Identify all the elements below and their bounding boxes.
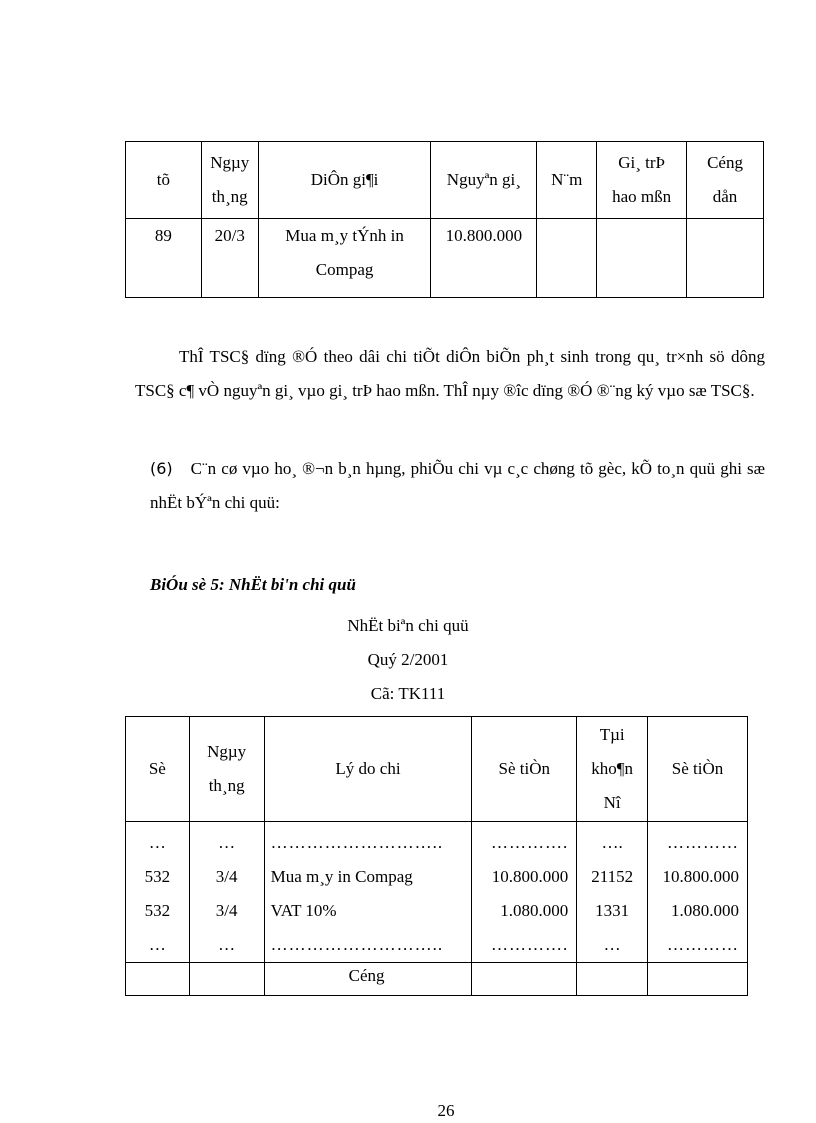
- total-label: Céng: [264, 963, 472, 996]
- cell: …: [218, 935, 236, 954]
- cell: …: [148, 935, 166, 954]
- header-cell: DiÔn gi¶i: [258, 142, 431, 219]
- table-header-row: [126, 142, 764, 219]
- header-cell: Gi¸ trÞ hao mßn: [597, 142, 687, 219]
- header-cell: Lý do chi: [264, 717, 472, 822]
- cell: 532: [144, 867, 171, 886]
- cell: ….: [601, 833, 623, 852]
- cell-column-amount-2: [648, 822, 748, 963]
- cell: [597, 219, 687, 298]
- cell: 532: [144, 901, 171, 920]
- cell: …………: [667, 833, 739, 852]
- cell: 1331: [595, 901, 630, 920]
- header-cell: tõ: [126, 142, 202, 219]
- paragraph-step-6: [150, 452, 765, 520]
- header-cell: Sè tiÒn: [648, 717, 748, 822]
- cell: [126, 963, 190, 996]
- cell-column-date: [189, 822, 264, 963]
- cell: 1.080.000: [500, 901, 569, 920]
- cell-column-reason: [264, 822, 472, 963]
- journal-title: NhËt biªn chi quü: [347, 616, 469, 635]
- header-cell: Ngµy th¸ng: [201, 142, 258, 219]
- journal-period: Quý 2/2001: [367, 650, 449, 669]
- header-cell: Tµi kho¶n Nî: [577, 717, 648, 822]
- cell: …: [148, 833, 166, 852]
- table-header-row: [126, 717, 748, 822]
- header-cell: N¨m: [537, 142, 597, 219]
- cell: 21152: [591, 867, 634, 886]
- cell-column-number: [126, 822, 190, 963]
- table-body: [126, 822, 748, 963]
- journal-account: Cã: TK111: [370, 684, 446, 703]
- cell: …: [218, 833, 236, 852]
- cell: [687, 219, 764, 298]
- header-cell: Ngµy th¸ng: [189, 717, 264, 822]
- table-row: [126, 219, 764, 298]
- step-number: (6): [150, 459, 173, 478]
- cell: ………….: [490, 935, 569, 954]
- header-cell: Sè: [126, 717, 190, 822]
- cell: [648, 963, 748, 996]
- paragraph-text: C¨n cø vµo ho¸ ®¬n b¸n hµng, phiÕu chi vµ c¸c chøng tõ gèc, kÕ to¸n quü ghi sæ nhËt bÝªn chi quü:: [150, 459, 765, 512]
- cell-column-amount: [472, 822, 577, 963]
- header-cell: Sè tiÒn: [472, 717, 577, 822]
- cell-column-account: [577, 822, 648, 963]
- cell: 20/3: [201, 219, 258, 298]
- cell: ………………………..: [270, 833, 444, 852]
- cell: …………: [667, 935, 739, 954]
- cell: 1.080.000: [671, 901, 739, 920]
- table-total-row: [126, 963, 748, 996]
- cell: [577, 963, 648, 996]
- cell: Mua m¸y tÝnh in Compag: [258, 219, 431, 298]
- cell: [189, 963, 264, 996]
- cell: 10.800.000: [662, 867, 739, 886]
- page-number: 26: [437, 1101, 455, 1120]
- cell: [472, 963, 577, 996]
- cell: 89: [126, 219, 202, 298]
- cell: ………….: [490, 833, 569, 852]
- fixed-asset-card-table: [125, 141, 764, 298]
- cell: 3/4: [215, 867, 238, 886]
- cash-disbursement-journal-table: [125, 716, 748, 996]
- cell: 3/4: [215, 901, 238, 920]
- table-caption: BiÓu sè 5: NhËt bi'n chi quü: [150, 575, 356, 594]
- paragraph-fixed-asset-card: [135, 340, 765, 408]
- cell: VAT 10%: [270, 901, 337, 920]
- cell: …: [603, 935, 621, 954]
- cell: Mua m¸y in Compag: [270, 867, 413, 886]
- cell: 10.800.000: [491, 867, 569, 886]
- cell: 10.800.000: [431, 219, 537, 298]
- paragraph-text: ThÎ TSC§ dïng ®Ó theo dâi chi tiÕt diÔn biÕn ph¸t sinh trong qu¸ tr×nh sö dông TSC§ c¶ vÒ nguyªn gi¸ vµo gi¸ trÞ hao mßn. ThÎ nµy ®îc dïng ®Ó ®¨ng ký vµo sæ TSC§.: [135, 347, 765, 400]
- header-cell: Nguyªn gi¸: [431, 142, 537, 219]
- cell: [537, 219, 597, 298]
- cell: ………………………..: [270, 935, 444, 954]
- header-cell: Céng dån: [687, 142, 764, 219]
